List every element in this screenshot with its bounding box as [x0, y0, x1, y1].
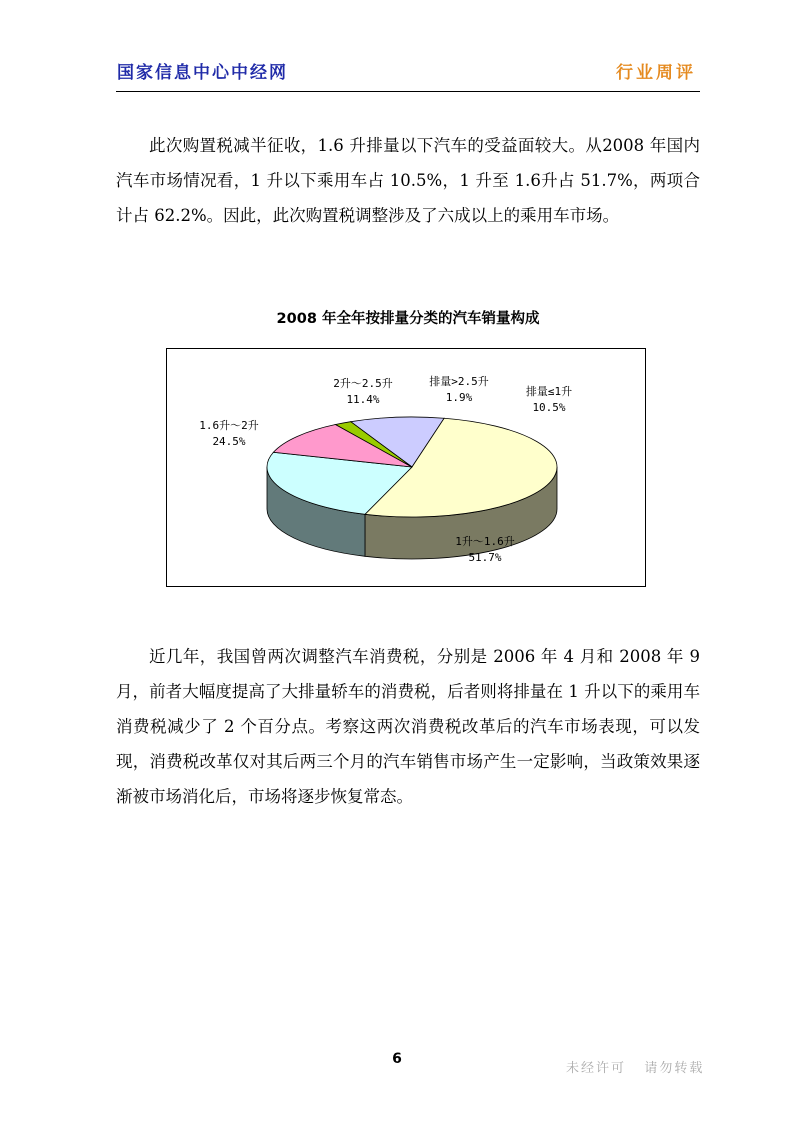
pie-value-label-2: 24.5% [212, 435, 246, 448]
pie-label-0: 排量≤1升 [525, 385, 573, 398]
pie-value-label-3: 11.4% [346, 393, 380, 406]
pie-chart-svg [167, 349, 645, 586]
pie-value-label-4: 1.9% [445, 391, 473, 404]
pie-value-label-0: 10.5% [532, 401, 566, 414]
pie-chart [166, 348, 646, 587]
header-divider [116, 91, 700, 92]
chart-title: 2008 年全年按排量分类的汽车销量构成 [276, 311, 540, 327]
paragraph-2: 近几年，我国曾两次调整汽车消费税，分别是 2006 年 4 月和 2008 年 9 月，前者大幅度提高了大排量轿车的消费税，后者则将排量在 1 升以下的乘用车消费税减少了 2 个百分点。考察这两次消费税改革后的汽车市场表现，可以发现，消费税改革仅对其后两三个月的汽车销售市场产生一定影响，当政策效果逐渐被市场消化后，市场将逐步恢复常态。 [116, 647, 700, 806]
page-number: 6 [392, 1051, 402, 1067]
pie-label-1: 1升～1.6升 [455, 535, 515, 548]
pie-value-label-1: 51.7% [468, 551, 502, 564]
header-right-title: 行业周评 [616, 63, 696, 83]
pie-label-2: 1.6升～2升 [199, 419, 259, 432]
paragraph-1: 此次购置税减半征收，1.6 升排量以下汽车的受益面较大。从2008 年国内汽车市场情况看，1 升以下乘用车占 10.5%，1 升至 1.6升占 51.7%，两项合计占 62.2%。因此，此次购置税调整涉及了六成以上的乘用车市场。 [116, 136, 700, 225]
pie-label-3: 2升～2.5升 [333, 377, 393, 390]
footer-note: 未经许可 请勿转载 [566, 1061, 705, 1076]
header-left-title: 国家信息中心中经网 [117, 63, 288, 83]
pie-label-4: 排量>2.5升 [429, 375, 489, 388]
